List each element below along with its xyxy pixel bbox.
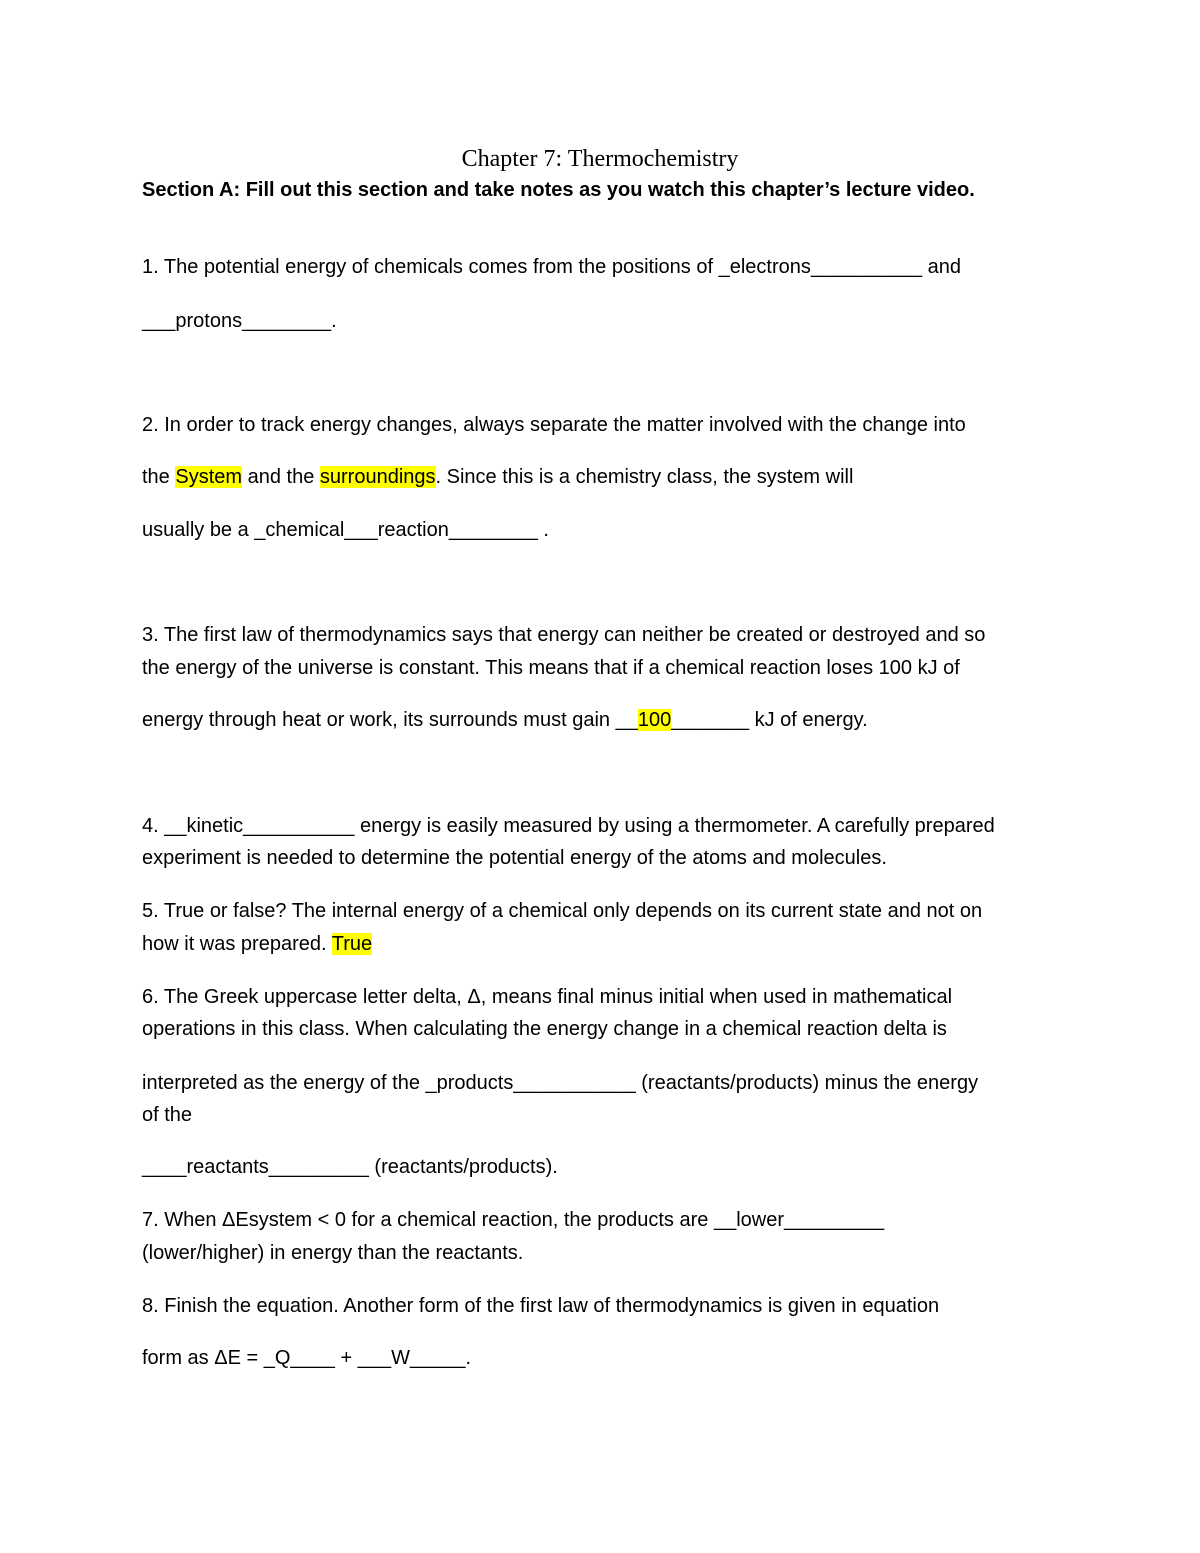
question-8-line-1: 8. Finish the equation. Another form of the first law of thermodynamics is given in equation: [142, 1295, 940, 1317]
answer-surroundings: surroundings: [319, 466, 436, 488]
question-7-line-2: (lower/higher) in energy than the reactants.: [142, 1242, 524, 1264]
text-segment: _______ kJ of energy.: [671, 709, 868, 731]
section-heading: Section A: Fill out this section and take notes as you watch this chapter’s lecture video.: [142, 179, 975, 201]
question-5-line-1: 5. True or false? The internal energy of a chemical only depends on its current state and not on: [142, 900, 983, 922]
question-6-line-3: interpreted as the energy of the _products___________ (reactants/products) minus the energy: [142, 1072, 979, 1094]
text-segment: . Since this is a chemistry class, the system will: [435, 466, 854, 488]
text-segment: how it was prepared.: [142, 933, 332, 955]
question-2-line-1: 2. In order to track energy changes, always separate the matter involved with the change into: [142, 414, 966, 436]
question-4-line-2: experiment is needed to determine the potential energy of the atoms and molecules.: [142, 847, 887, 869]
question-5-line-2: [142, 932, 372, 956]
page-title: Chapter 7: Thermochemistry: [461, 146, 739, 172]
question-3-line-2: the energy of the universe is constant. This means that if a chemical reaction loses 100 kJ of: [142, 657, 960, 679]
text-segment: the: [142, 466, 176, 488]
question-8-line-2: form as ΔE = _Q____ + ___W_____.: [142, 1347, 472, 1369]
text-segment: energy through heat or work, its surrounds must gain __: [142, 709, 638, 731]
question-6-line-4: of the: [142, 1104, 193, 1126]
answer-100: 100: [637, 709, 672, 731]
question-1-line-1: 1. The potential energy of chemicals comes from the positions of _electrons__________ and: [142, 256, 962, 278]
question-7-line-1: 7. When ΔEsystem < 0 for a chemical reaction, the products are __lower_________: [142, 1209, 885, 1231]
question-1-line-2: ___protons________.: [142, 310, 337, 332]
question-4-line-1: 4. __kinetic__________ energy is easily measured by using a thermometer. A carefully prepared: [142, 815, 995, 837]
answer-true: True: [331, 933, 373, 955]
question-2-line-3: usually be a _chemical___reaction________ .: [142, 519, 549, 541]
question-3-line-1: 3. The first law of thermodynamics says that energy can neither be created or destroyed and so: [142, 624, 986, 646]
question-6-line-5: ____reactants_________ (reactants/products).: [142, 1156, 558, 1178]
question-3-line-3: [142, 708, 868, 732]
text-segment: and the: [242, 466, 320, 488]
question-2-line-2: [142, 465, 853, 489]
question-6-line-1: 6. The Greek uppercase letter delta, Δ, means final minus initial when used in mathematical: [142, 986, 953, 1008]
answer-system: System: [175, 466, 243, 488]
question-6-line-2: operations in this class. When calculating the energy change in a chemical reaction delta is: [142, 1018, 947, 1040]
